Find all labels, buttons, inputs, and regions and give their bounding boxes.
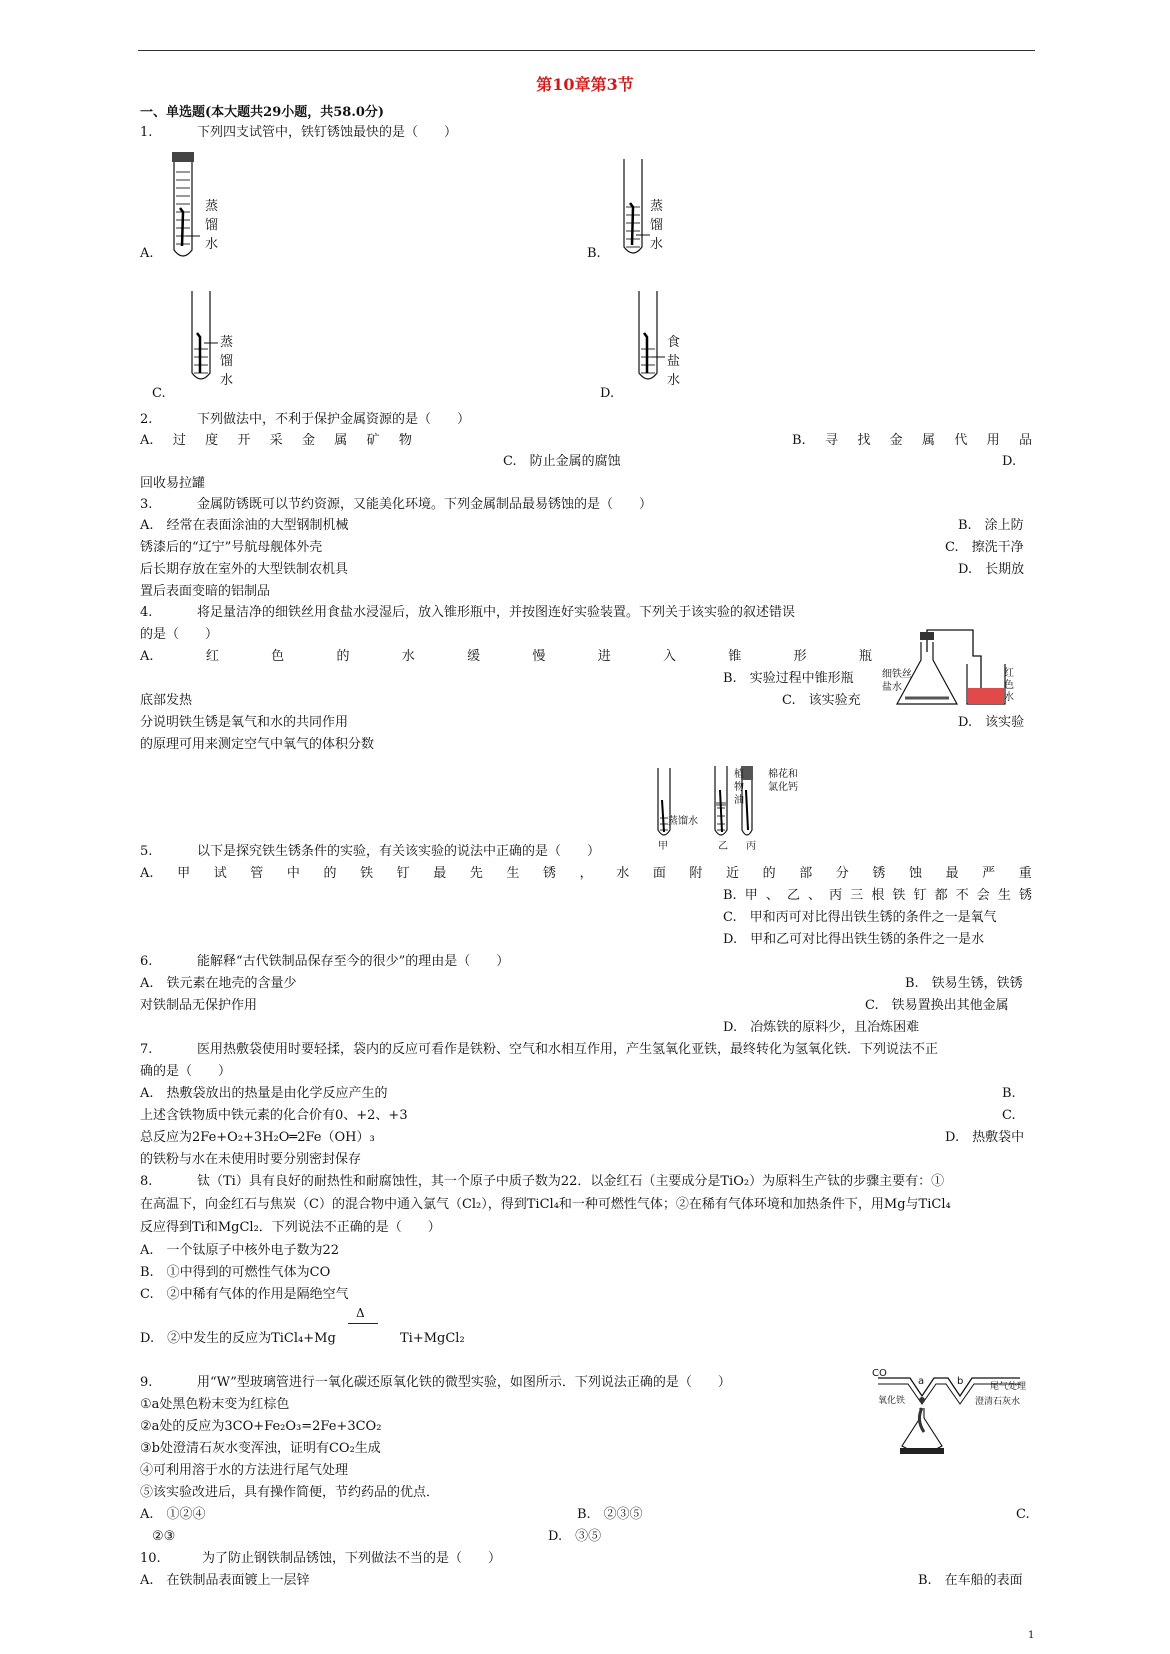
q9-statement-2: ②a处的反应为3CO+Fe₂O₃=2Fe+3CO₂ [140, 1419, 382, 1434]
q6-option-d: D. 冶炼铁的原料少，且冶炼困难 [723, 1020, 920, 1035]
q8-stem: 钛（Ti）具有良好的耐热性和耐腐蚀性，其一个原子中质子数为22．以金红石（主要成分是TiO₂）为原料生产钛的步骤主要有：① [197, 1174, 945, 1189]
q1-label-c: 蒸 馏 水 [220, 335, 234, 388]
q9-iron-oxide [919, 1397, 925, 1403]
q9-fig-label-iron-oxide: 氧化铁 [878, 1396, 906, 1406]
q8-option-a: A. 一个钛原子中核外电子数为22 [140, 1243, 340, 1258]
q9-fig-label-a: a [918, 1376, 925, 1387]
q7-stem-cont: 确的是（ ） [140, 1064, 232, 1079]
q4-fig-label-right: 红 色 水 [1004, 668, 1014, 703]
q8-heat-symbol: Δ [356, 1306, 365, 1320]
q8-option-c: C. ②中稀有气体的作用是隔绝空气 [140, 1287, 349, 1302]
q10-number: 10. [140, 1551, 161, 1566]
q5-fig-label-jia: 甲 [658, 841, 668, 852]
q2-option-d-cont: 回收易拉罐 [140, 476, 206, 491]
q3-stem: 金属防锈既可以节约资源，又能美化环境。下列金属制品最易锈蚀的是（ ） [197, 497, 653, 512]
q7-option-a: A. 热敷袋放出的热量是由化学反应产生的 [140, 1086, 388, 1101]
q9-fig-label-tail-gas: 尾气处理 [990, 1382, 1027, 1392]
q9-fig-label-limewater: 澄清石灰水 [975, 1397, 1021, 1407]
q2-stem: 下列做法中，不利于保护金属资源的是（ ） [197, 412, 471, 427]
q4-stem: 将足量洁净的细铁丝用食盐水浸湿后，放入锥形瓶中，并按图连好实验装置。下列关于该实验的叙述错误 [197, 605, 796, 620]
q9-statement-1: ①a处黑色粉末变为红棕色 [140, 1397, 290, 1412]
q4-number: 4. [140, 605, 153, 620]
q2-option-d: D. [1002, 454, 1017, 469]
q5-option-a: A. 甲 试 管 中 的 铁 钉 最 先 生 锈 ， 水 面 附 近 的 部 分 锈 蚀 最 严 重 [140, 866, 1032, 881]
q9-number: 9. [140, 1375, 153, 1390]
q2-number: 2. [140, 412, 153, 427]
q9-lamp-base [900, 1448, 944, 1454]
q3-number: 3. [140, 497, 153, 512]
q9-fig-label-b: b [957, 1376, 964, 1387]
q4-option-d-cont: 的原理可用来测定空气中氧气的体积分数 [140, 737, 375, 752]
q9-option-a: A. ①②④ [140, 1507, 206, 1522]
q1-option-c: C. [152, 386, 166, 401]
q3-option-b: B. 涂上防 [958, 518, 1024, 533]
q4-option-c-cont: 分说明铁生锈是氧气和水的共同作用 [140, 715, 349, 730]
q6-option-a: A. 铁元素在地壳的含量少 [140, 976, 297, 991]
q7-option-d: D. 热敷袋中 [945, 1130, 1025, 1145]
q2-option-a: A. 过 度 开 采 金 属 矿 物 [140, 433, 412, 448]
q7-option-d-cont: 的铁粉与水在未使用时要分别密封保存 [140, 1152, 362, 1167]
q5-fig-label-yi: 乙 [718, 841, 728, 852]
q5-option-b: B. 甲 、 乙 、 丙 三 根 铁 钉 都 不 会 生 锈 [723, 888, 1032, 903]
q4-option-b: B. 实验过程中锥形瓶 [723, 671, 854, 686]
q5-stem: 以下是探究铁生锈条件的实验，有关该实验的说法中正确的是（ ） [197, 844, 601, 859]
q5-tube-yi-nail [720, 790, 722, 832]
q5-fig-label-oil: 植 物 油 [734, 769, 744, 806]
q3-option-d: D. 长期放 [958, 562, 1025, 577]
q4-red-water [968, 688, 1004, 704]
q7-number: 7. [140, 1042, 153, 1057]
q5-fig-label-water: 蒸馏水 [668, 816, 698, 827]
q6-option-b-cont: 对铁制品无保护作用 [140, 998, 258, 1013]
q4-stopper [920, 632, 934, 640]
q5-number: 5. [140, 844, 153, 859]
q8-option-d-product: Ti+MgCl₂ [400, 1331, 465, 1346]
q10-option-b: B. 在车船的表面 [918, 1573, 1023, 1588]
q10-option-a: A. 在铁制品表面镀上一层锌 [140, 1573, 310, 1588]
q7-option-b-cont: 上述含铁物质中铁元素的化合价有0、+2、+3 [140, 1108, 408, 1123]
q8-option-d: D. ②中发生的反应为TiCl₄+Mg [140, 1331, 336, 1346]
q5-option-c: C. 甲和丙可对比得出铁生锈的条件之一是氧气 [723, 910, 997, 925]
q10-stem: 为了防止钢铁制品锈蚀，下列做法不当的是（ ） [202, 1551, 502, 1566]
q7-stem: 医用热敷袋使用时要轻揉，袋内的反应可看作是铁粉、空气和水相互作用，产生氢氧化亚铁，最终转化为氢氧化铁．下列说法不正 [197, 1042, 939, 1057]
q4-option-b-cont: 底部发热 [140, 693, 193, 708]
q4-stem-cont: 的是（ ） [140, 627, 219, 642]
q9-option-d: D. ③⑤ [548, 1529, 602, 1544]
q2-option-c: C. 防止金属的腐蚀 [503, 454, 621, 469]
q1-label-d: 食 盐 水 [667, 335, 681, 388]
q1-number: 1. [140, 125, 153, 140]
q4-option-c: C. 该实验充 [782, 693, 861, 708]
q9-fig-label-co: CO [872, 1368, 887, 1379]
q7-option-b: B. [1002, 1086, 1016, 1101]
q1-tube-a-stopper [172, 152, 194, 162]
q4-option-d: D. 该实验 [958, 715, 1025, 730]
header-rule [138, 50, 1035, 51]
q5-fig-label-cotton: 棉花和 氯化钙 [768, 769, 798, 793]
q3-option-c-cont: 后长期存放在室外的大型铁制农机具 [140, 562, 349, 577]
q1-stem: 下列四支试管中，铁钉锈蚀最快的是（ ） [197, 125, 458, 140]
q8-reaction-arrow-line [348, 1323, 378, 1324]
q1-label-b: 蒸 馏 水 [650, 199, 664, 252]
q8-stem-line2: 在高温下，向金红石与焦炭（C）的混合物中通入氯气（Cl₂），得到TiCl₄和一种可燃性气体；②在稀有气体环境和加热条件下，用Mg与TiCl₄ [140, 1197, 951, 1212]
q1-tube-a-nail [180, 208, 183, 246]
q5-tube-jia-nail [662, 800, 664, 832]
q1-option-a: A. [140, 246, 154, 261]
q9-statement-3: ③b处澄清石灰水变浑浊，证明有CO₂生成 [140, 1441, 381, 1456]
q1-label-a: 蒸 馏 水 [205, 199, 219, 252]
q6-stem: 能解释“古代铁制品保存至今的很少”的理由是（ ） [197, 954, 510, 969]
q3-option-b-cont: 锈漆后的“辽宁”号航母舰体外壳 [140, 540, 323, 555]
q3-option-d-cont: 置后表面变暗的铝制品 [140, 584, 271, 599]
q1-tube-d-nail [644, 333, 647, 373]
q9-statement-4: ④可利用溶于水的方法进行尾气处理 [140, 1463, 349, 1478]
q5-fig-label-bing: 丙 [746, 841, 756, 852]
q5-tube-bing-nail [746, 790, 748, 830]
q9-wick [919, 1408, 924, 1432]
q9-option-c: C. [1016, 1507, 1030, 1522]
q4-apparatus-figure [885, 612, 1015, 712]
q5-option-d: D. 甲和乙可对比得出铁生锈的条件之一是水 [723, 932, 985, 947]
q9-option-c-cont: ②③ [152, 1529, 176, 1544]
q1-tube-a-figure [160, 150, 240, 270]
q9-option-b: B. ②③⑤ [577, 1507, 643, 1522]
q7-option-c: C. [1002, 1108, 1016, 1123]
q8-stem-line3: 反应得到Ti和MgCl₂．下列说法不正确的是（ ） [140, 1220, 441, 1235]
q1-option-b: B. [587, 246, 601, 261]
q4-option-a: A. 红 色 的 水 缓 慢 进 入 锥 形 瓶 [140, 649, 872, 664]
q3-option-a: A. 经常在表面涂油的大型钢制机械 [140, 518, 349, 533]
q4-fig-label-left: 细铁丝 盐水 [882, 669, 912, 693]
q1-tube-c-nail [197, 333, 200, 373]
q9-stem: 用“W”型玻璃管进行一氧化碳还原氧化铁的微型实验，如图所示．下列说法正确的是（ ） [197, 1375, 731, 1390]
q6-number: 6. [140, 954, 153, 969]
page-title: 第10章第3节 [536, 75, 634, 94]
q8-number: 8. [140, 1174, 153, 1189]
q3-option-c: C. 擦洗干净 [945, 540, 1024, 555]
q9-statement-5: ⑤该实验改进后，具有操作简便，节约药品的优点． [140, 1485, 440, 1500]
q6-option-c: C. 铁易置换出其他金属 [865, 998, 1009, 1013]
page-number: 1 [1028, 1630, 1035, 1641]
q2-option-b: B. 寻 找 金 属 代 用 品 [792, 433, 1032, 448]
q6-option-b: B. 铁易生锈，铁锈 [905, 976, 1023, 991]
section-heading: 一、单选题(本大题共29小题，共58.0分) [140, 105, 385, 120]
q8-option-b: B. ①中得到的可燃性气体为CO [140, 1265, 331, 1280]
q1-option-d: D. [600, 386, 615, 401]
q7-option-c-cont: 总反应为2Fe+O₂+3H₂O═2Fe（OH）₃ [140, 1130, 375, 1145]
